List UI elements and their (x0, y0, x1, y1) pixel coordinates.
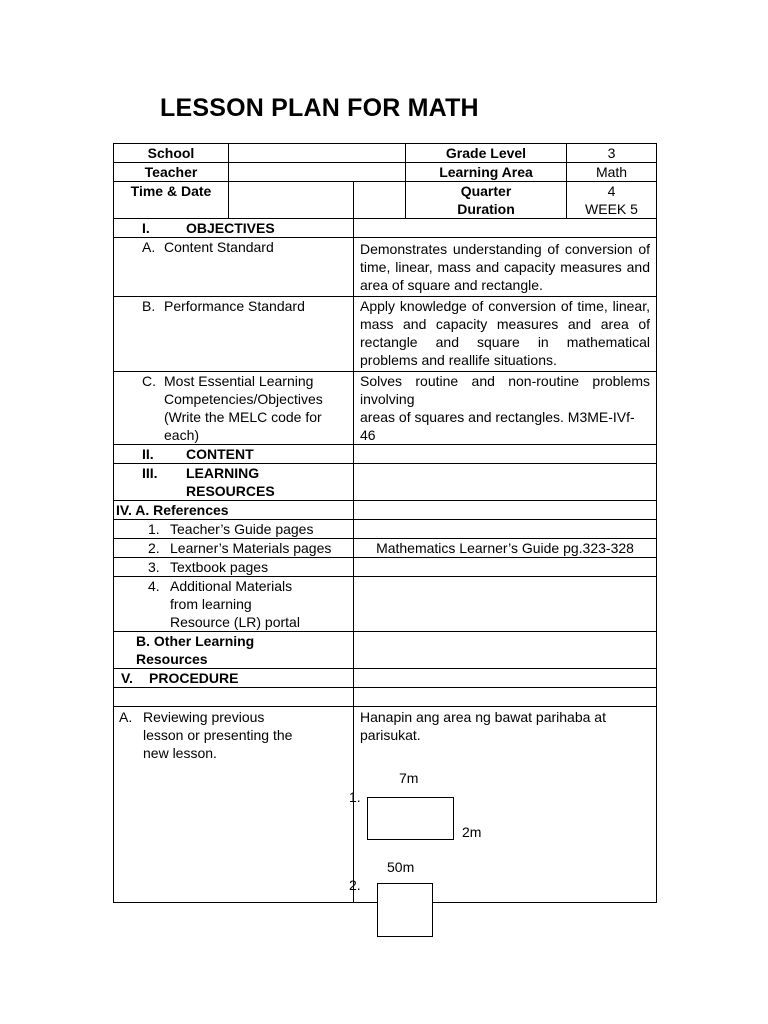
melc-letter: C. (142, 373, 156, 389)
review-label: Reviewing previous lesson or presenting the new lesson. (143, 709, 293, 761)
melc-text-line2: areas of squares and rectangles. M3ME-IVf-46 (360, 409, 635, 443)
content-label: CONTENT (186, 446, 254, 462)
procedure-row (114, 669, 657, 688)
review-instruction: Hanapin ang area ng bawat parihaba at parisukat. (360, 709, 606, 743)
objectives-heading (114, 219, 354, 238)
reference-item-row (114, 558, 657, 577)
melc-cell (114, 372, 354, 445)
reference-item-num: 1. (148, 521, 160, 537)
other-resources-row (114, 632, 657, 669)
shape1-num: 1. (349, 789, 361, 805)
reference-item-value (354, 577, 657, 632)
school-value (229, 144, 406, 163)
learning-resources-num: III. (142, 465, 158, 481)
grade-level-label: Grade Level (406, 144, 567, 163)
quarter-label: Quarter (460, 183, 512, 199)
content-standard-text: Demonstrates understanding of conversion of time, linear, mass and capacity measures and area of square and rectangle. (354, 238, 657, 297)
content-standard-letter: A. (142, 239, 156, 255)
content-num: II. (142, 446, 154, 462)
performance-standard-text: Apply knowledge of conversion of time, linear, mass and capacity measures and area of rectangle and square in mathematical problems and reallife situations. (354, 297, 657, 372)
time-date-label: Time & Date (114, 182, 229, 219)
blank-cell (354, 688, 657, 707)
procedure-label: PROCEDURE (149, 670, 239, 686)
shape1-top-label: 7m (399, 770, 419, 786)
objectives-num: I. (142, 220, 150, 236)
reference-item-num: 4. (148, 578, 160, 594)
melc-text (354, 372, 657, 445)
quarter-value: 4 (607, 183, 616, 199)
reference-item-num: 2. (148, 540, 160, 556)
melc-text-line1: Solves routine and non-routine problems involving (360, 373, 650, 407)
reference-item-2 (114, 539, 354, 558)
references-heading: IV. A. References (114, 501, 354, 520)
blank-row (114, 688, 657, 707)
reference-item-label: Teacher’s Guide pages (170, 521, 314, 537)
melc-label: Most Essential Learning Competencies/Objectives (Write the MELC code for each) (164, 373, 323, 443)
learning-resources-row (114, 464, 657, 501)
procedure-value (354, 669, 657, 688)
performance-standard-row (114, 297, 657, 372)
reference-item-label: Additional Materials from learning Resource (LR) portal (170, 578, 300, 630)
review-letter: A. (119, 709, 133, 725)
square-shape (377, 883, 433, 937)
learning-resources-heading (114, 464, 354, 501)
time-date-row (114, 182, 657, 219)
performance-standard-cell (114, 297, 354, 372)
reference-item-row (114, 577, 657, 632)
shape1-side-label: 2m (462, 824, 482, 840)
objectives-label: OBJECTIVES (186, 220, 275, 236)
reference-item-value: Mathematics Learner’s Guide pg.323-328 (354, 539, 657, 558)
learning-resources-label: LEARNING RESOURCES (186, 465, 275, 499)
reference-item-label: Textbook pages (170, 559, 269, 575)
melc-row (114, 372, 657, 445)
learning-area-label: Learning Area (406, 163, 567, 182)
duration-value: WEEK 5 (585, 201, 638, 217)
reference-item-value (354, 520, 657, 539)
shape2-num: 2. (349, 877, 361, 893)
content-heading (114, 445, 354, 464)
quarter-duration-labels (406, 182, 567, 219)
other-resources-value (354, 632, 657, 669)
page-title: LESSON PLAN FOR MATH (160, 94, 479, 122)
content-standard-row (114, 238, 657, 297)
other-resources-label: B. Other Learning Resources (114, 632, 354, 669)
rectangle-shape (367, 797, 454, 840)
reference-item-1 (114, 520, 354, 539)
teacher-value (229, 163, 406, 182)
blank-cell (114, 688, 354, 707)
performance-standard-label: Performance Standard (164, 298, 305, 314)
time-date-value (229, 182, 354, 219)
performance-standard-letter: B. (142, 298, 156, 314)
review-label-cell (114, 707, 354, 903)
procedure-heading (114, 669, 354, 688)
reference-item-row (114, 539, 657, 558)
duration-label: Duration (457, 201, 515, 217)
learning-area-value: Math (567, 163, 657, 182)
reference-item-4 (114, 577, 354, 632)
lesson-plan-table (113, 143, 657, 903)
reference-item-value (354, 558, 657, 577)
reference-item-row (114, 520, 657, 539)
reference-item-label: Learner’s Materials pages (170, 540, 332, 556)
reference-item-3 (114, 558, 354, 577)
content-standard-label: Content Standard (164, 239, 274, 255)
time-date-extra (354, 182, 406, 219)
teacher-row (114, 163, 657, 182)
reference-item-num: 3. (148, 559, 160, 575)
content-row (114, 445, 657, 464)
quarter-duration-values (567, 182, 657, 219)
learning-resources-value (354, 464, 657, 501)
content-value (354, 445, 657, 464)
references-row (114, 501, 657, 520)
objectives-row (114, 219, 657, 238)
shape2-top-label: 50m (387, 859, 415, 875)
grade-level-value: 3 (567, 144, 657, 163)
teacher-label: Teacher (114, 163, 229, 182)
content-standard-cell (114, 238, 354, 297)
school-label: School (114, 144, 229, 163)
objectives-value (354, 219, 657, 238)
references-value (354, 501, 657, 520)
school-row (114, 144, 657, 163)
procedure-num: V. (121, 670, 133, 686)
